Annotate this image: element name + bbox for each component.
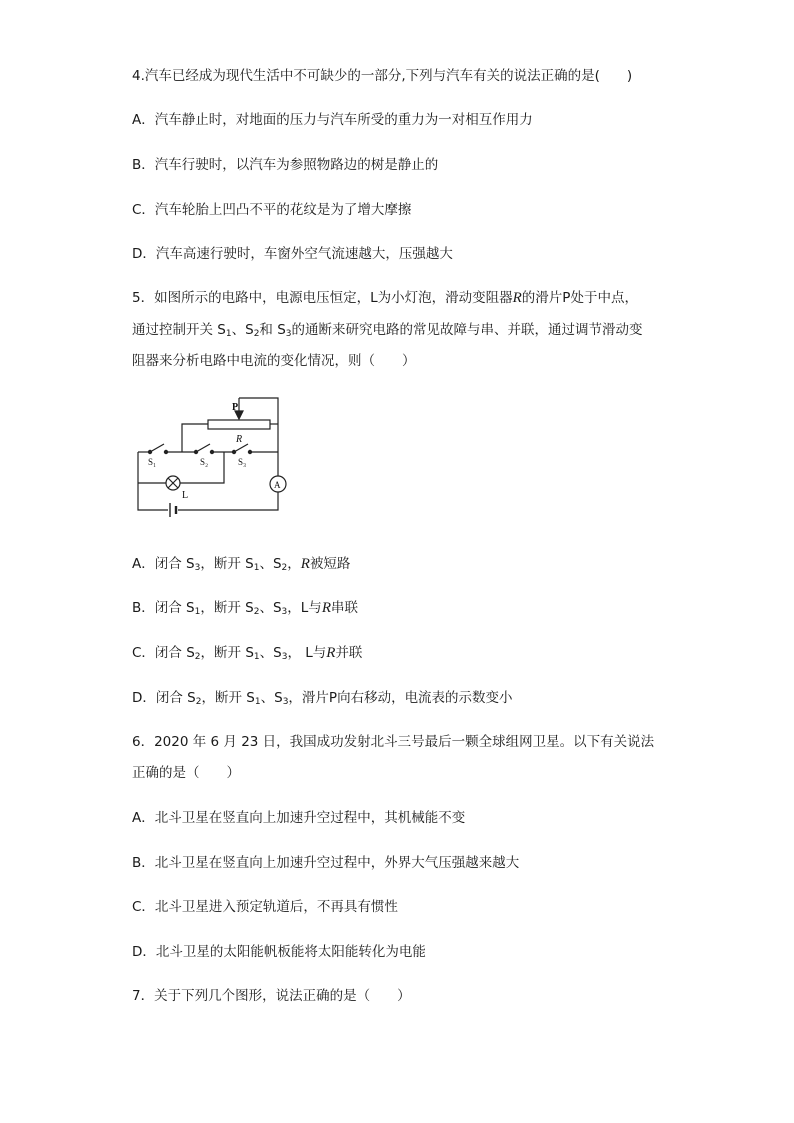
resistor-symbol: R [321, 600, 331, 616]
q5-option-text: ，滑片P向右移动，电流表的示数变小 [288, 690, 513, 706]
q5-option-text: D．闭合 S [132, 690, 196, 706]
q5-option-d [132, 688, 513, 712]
q5-text: 、S [231, 322, 254, 338]
switch-s3 [234, 444, 248, 452]
label-s2: S₂ [200, 457, 209, 467]
switch-s2 [196, 444, 210, 452]
q5-option-text: 、S [259, 600, 282, 616]
subscript: 3 [281, 652, 288, 662]
subscript: 2 [195, 697, 202, 707]
q5-text: 的滑片P处于中点， [521, 290, 638, 306]
label-a: A [274, 480, 281, 490]
q6-stem-line1: 6．2020 年 6 月 23 日，我国成功发射北斗三号最后一颗全球组网卫星。以下有关说法 [132, 734, 655, 750]
resistor-symbol: R [512, 290, 522, 306]
q5-option-text: 串联 [330, 600, 358, 616]
subscript: 1 [253, 652, 260, 662]
q5-text: 的通断来研究电路的常见故障与串、并联，通过调节滑动变 [291, 322, 643, 338]
q6-option-d: D．北斗卫星的太阳能帆板能将太阳能转化为电能 [132, 944, 426, 960]
subscript: 3 [194, 563, 201, 573]
q5-option-c [132, 643, 362, 667]
q5-option-text: ，L与 [287, 600, 322, 616]
q4-option-a: A．汽车静止时，对地面的压力与汽车所受的重力为一对相互作用力 [132, 112, 533, 128]
q5-option-text: ， L与 [287, 645, 327, 661]
q5-option-a [132, 554, 350, 578]
switch-s1 [150, 444, 164, 452]
q5-option-text: B．闭合 S [132, 600, 195, 616]
q5-stem-line2 [132, 320, 643, 344]
q4-option-b: B．汽车行驶时，以汽车为参照物路边的树是静止的 [132, 157, 439, 173]
subscript: 1 [253, 563, 260, 573]
circuit-diagram [128, 392, 288, 528]
q5-option-text: 、S [259, 556, 282, 572]
label-s3: S₃ [238, 457, 247, 467]
resistor-box [208, 420, 270, 429]
q5-option-text: ， [287, 556, 301, 572]
subscript: 3 [285, 329, 292, 339]
resistor-symbol: R [326, 645, 336, 661]
q5-option-text: ，断开 S [201, 690, 255, 706]
q4-option-c: C．汽车轮胎上凹凸不平的花纹是为了增大摩擦 [132, 202, 412, 218]
q6-stem-line2: 正确的是（ ） [132, 765, 240, 781]
wire [178, 492, 278, 510]
subscript: 3 [282, 697, 289, 707]
subscript: 2 [253, 329, 260, 339]
q6-option-a: A．北斗卫星在竖直向上加速升空过程中，其机械能不变 [132, 810, 466, 826]
q7-stem: 7．关于下列几个图形，说法正确的是（ ） [132, 988, 411, 1004]
q5-option-text: ，断开 S [200, 600, 254, 616]
label-l: L [182, 490, 189, 501]
subscript: 1 [194, 607, 201, 617]
q6-option-b: B．北斗卫星在竖直向上加速升空过程中，外界大气压强越来越大 [132, 855, 520, 871]
q4-option-d: D．汽车高速行驶时，车窗外空气流速越大，压强越大 [132, 246, 453, 262]
subscript: 1 [225, 329, 232, 339]
q5-stem-line3: 阻器来分析电路中电流的变化情况，则（ ） [132, 353, 416, 369]
subscript: 3 [281, 607, 288, 617]
q5-text: 和 S [259, 322, 286, 338]
label-r: R [236, 434, 243, 445]
subscript: 1 [254, 697, 261, 707]
q5-option-text: ，断开 S [200, 645, 254, 661]
q5-option-text: C．闭合 S [132, 645, 195, 661]
q5-option-text: 、S [260, 690, 283, 706]
q5-option-text: 并联 [335, 645, 363, 661]
subscript: 2 [194, 652, 201, 662]
q5-text: 5．如图所示的电路中，电源电压恒定，L为小灯泡，滑动变阻器 [132, 290, 513, 306]
q4-stem: 4.汽车已经成为现代生活中不可缺少的一部分,下列与汽车有关的说法正确的是( ) [132, 68, 633, 84]
q5-option-b [132, 598, 358, 622]
q6-option-c: C．北斗卫星进入预定轨道后，不再具有惯性 [132, 899, 398, 915]
q5-option-text: 、S [259, 645, 282, 661]
q5-text: 通过控制开关 S [132, 322, 226, 338]
q5-stem-line1 [132, 288, 638, 308]
resistor-symbol: R [300, 556, 310, 572]
subscript: 2 [281, 563, 288, 573]
subscript: 2 [253, 607, 260, 617]
q5-option-text: A．闭合 S [132, 556, 195, 572]
q5-option-text: ，断开 S [200, 556, 254, 572]
label-s1: S₁ [148, 457, 157, 467]
label-p: P [232, 402, 239, 413]
q5-option-text: 被短路 [309, 556, 351, 572]
